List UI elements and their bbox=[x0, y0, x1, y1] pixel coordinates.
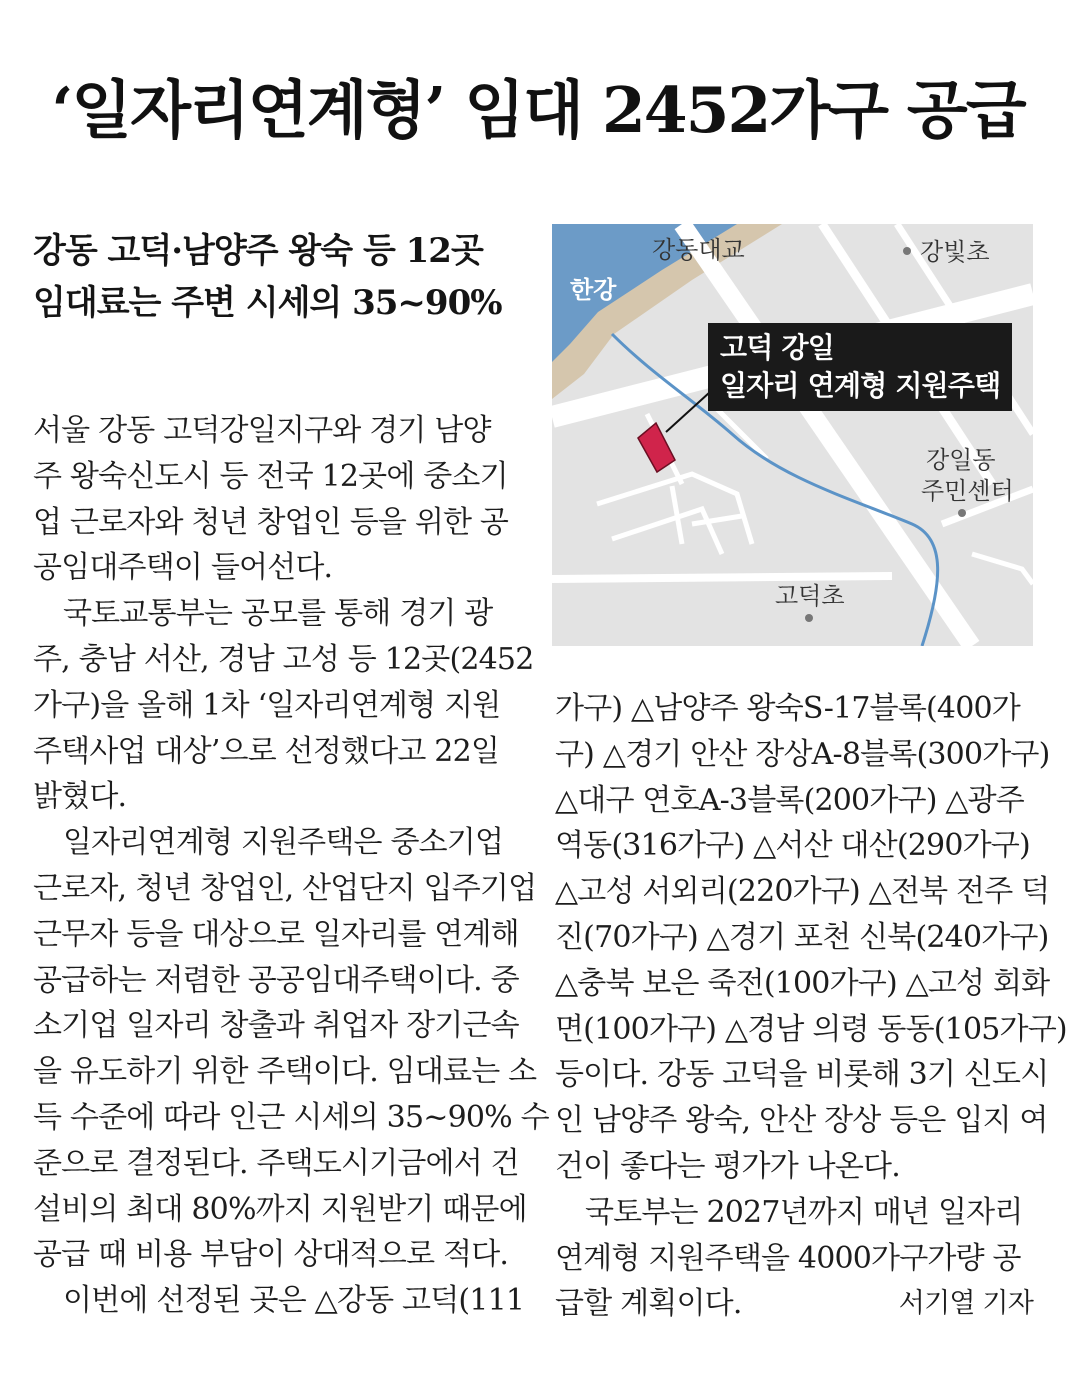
text-line: 가구) △남양주 왕숙S-17블록(400가 bbox=[555, 691, 1020, 726]
headline: ‘일자리연계형’ 임대 2452가구 공급 bbox=[51, 73, 1025, 147]
text-line: 주택사업 대상’으로 선정했다고 22일 bbox=[33, 733, 500, 769]
subheadline-line-2: 임대료는 주변 시세의 35~90% bbox=[33, 283, 502, 323]
label-gangbit-school: 강빛초 bbox=[920, 238, 990, 266]
text-line: △고성 서외리(220가구) △전북 전주 덕 bbox=[555, 874, 1050, 910]
text-line: 면(100가구) △경남 의령 동동(105가구) bbox=[555, 1011, 1067, 1047]
label-gangil-center-1: 강일동 bbox=[926, 446, 996, 474]
article-column-1 bbox=[33, 408, 549, 1324]
text-line: 공급 때 비용 부담이 상대적으로 적다. bbox=[33, 1237, 509, 1273]
text-line: 을 유도하기 위한 주택이다. 임대료는 소 bbox=[33, 1054, 537, 1090]
label-gangdong-bridge: 강동대교 bbox=[652, 236, 745, 264]
map-callout bbox=[708, 323, 1012, 411]
text-line: 근무자 등을 대상으로 일자리를 연계해 bbox=[33, 916, 519, 952]
article-column-2 bbox=[555, 686, 1067, 1327]
last-line-with-byline bbox=[555, 1281, 1033, 1327]
text-line: 국토교통부는 공모를 통해 경기 광 bbox=[63, 596, 493, 632]
label-godeok-school: 고덕초 bbox=[775, 582, 845, 610]
text-line: 역동(316가구) △서산 대산(290가구) bbox=[555, 828, 1030, 864]
callout-line-1: 고덕 강일 bbox=[720, 331, 834, 364]
text-line: 주 왕숙신도시 등 전국 12곳에 중소기 bbox=[33, 458, 508, 494]
text-line: 일자리연계형 지원주택은 중소기업 bbox=[63, 825, 504, 861]
text-line: △충북 보은 죽전(100가구) △고성 회화 bbox=[555, 965, 1050, 1001]
text-line: 공급하는 저렴한 공공임대주택이다. 중 bbox=[33, 962, 519, 998]
text-line: △대구 연호A-3블록(200가구) △광주 bbox=[555, 782, 1024, 818]
text-line: 득 수준에 따라 인근 시세의 35~90% 수 bbox=[33, 1099, 549, 1135]
callout-line-2: 일자리 연계형 지원주택 bbox=[720, 369, 1001, 402]
text-line: 밝혔다. bbox=[33, 779, 127, 815]
label-han-river: 한강 bbox=[570, 276, 617, 304]
text-line: 소기업 일자리 창출과 취업자 장기근속 bbox=[33, 1008, 519, 1044]
text-line: 준으로 결정된다. 주택도시기금에서 건 bbox=[33, 1145, 519, 1181]
text-line: 구) △경기 안산 장상A-8블록(300가구) bbox=[555, 736, 1050, 772]
road-south bbox=[552, 576, 892, 579]
text-line: 설비의 최대 80%까지 지원받기 때문에 bbox=[33, 1191, 527, 1227]
byline: 서기열 기자 bbox=[898, 1288, 1033, 1320]
text-line: 공임대주택이 들어선다. bbox=[33, 550, 333, 586]
text-line: 가구)을 올해 1차 ‘일자리연계형 지원 bbox=[33, 687, 501, 723]
text-line: 등이다. 강동 고덕을 비롯해 3기 신도시 bbox=[555, 1057, 1049, 1093]
text-line: 국토부는 2027년까지 매년 일자리 bbox=[585, 1194, 1023, 1230]
text-line: 이번에 선정된 곳은 △강동 고덕(111 bbox=[63, 1283, 525, 1319]
text-line: 주, 충남 서산, 경남 고성 등 12곳(2452 bbox=[33, 641, 534, 677]
gangil-center-dot bbox=[958, 509, 966, 517]
text-line: 진(70가구) △경기 포천 신북(240가구) bbox=[555, 919, 1049, 955]
subheadline-line-1: 강동 고덕·남양주 왕숙 등 12곳 bbox=[33, 231, 483, 271]
label-gangil-center-2: 주민센터 bbox=[921, 477, 1014, 505]
text-line: 서울 강동 고덕강일지구와 경기 남양 bbox=[33, 413, 491, 448]
text-line: 업 근로자와 청년 창업인 등을 위한 공 bbox=[33, 504, 509, 540]
text-line: 급할 계획이다. bbox=[555, 1286, 742, 1322]
godeok-school-dot bbox=[805, 614, 813, 622]
subheadline bbox=[33, 225, 523, 329]
text-line: 근로자, 청년 창업인, 산업단지 입주기업 bbox=[33, 870, 537, 906]
gangbit-school-dot bbox=[903, 247, 911, 255]
text-line: 연계형 지원주택을 4000가구가량 공 bbox=[555, 1240, 1021, 1276]
text-line: 건이 좋다는 평가가 나온다. bbox=[555, 1148, 900, 1184]
text-line: 인 남양주 왕숙, 안산 장상 등은 입지 여 bbox=[555, 1103, 1048, 1139]
location-map bbox=[552, 224, 1033, 646]
